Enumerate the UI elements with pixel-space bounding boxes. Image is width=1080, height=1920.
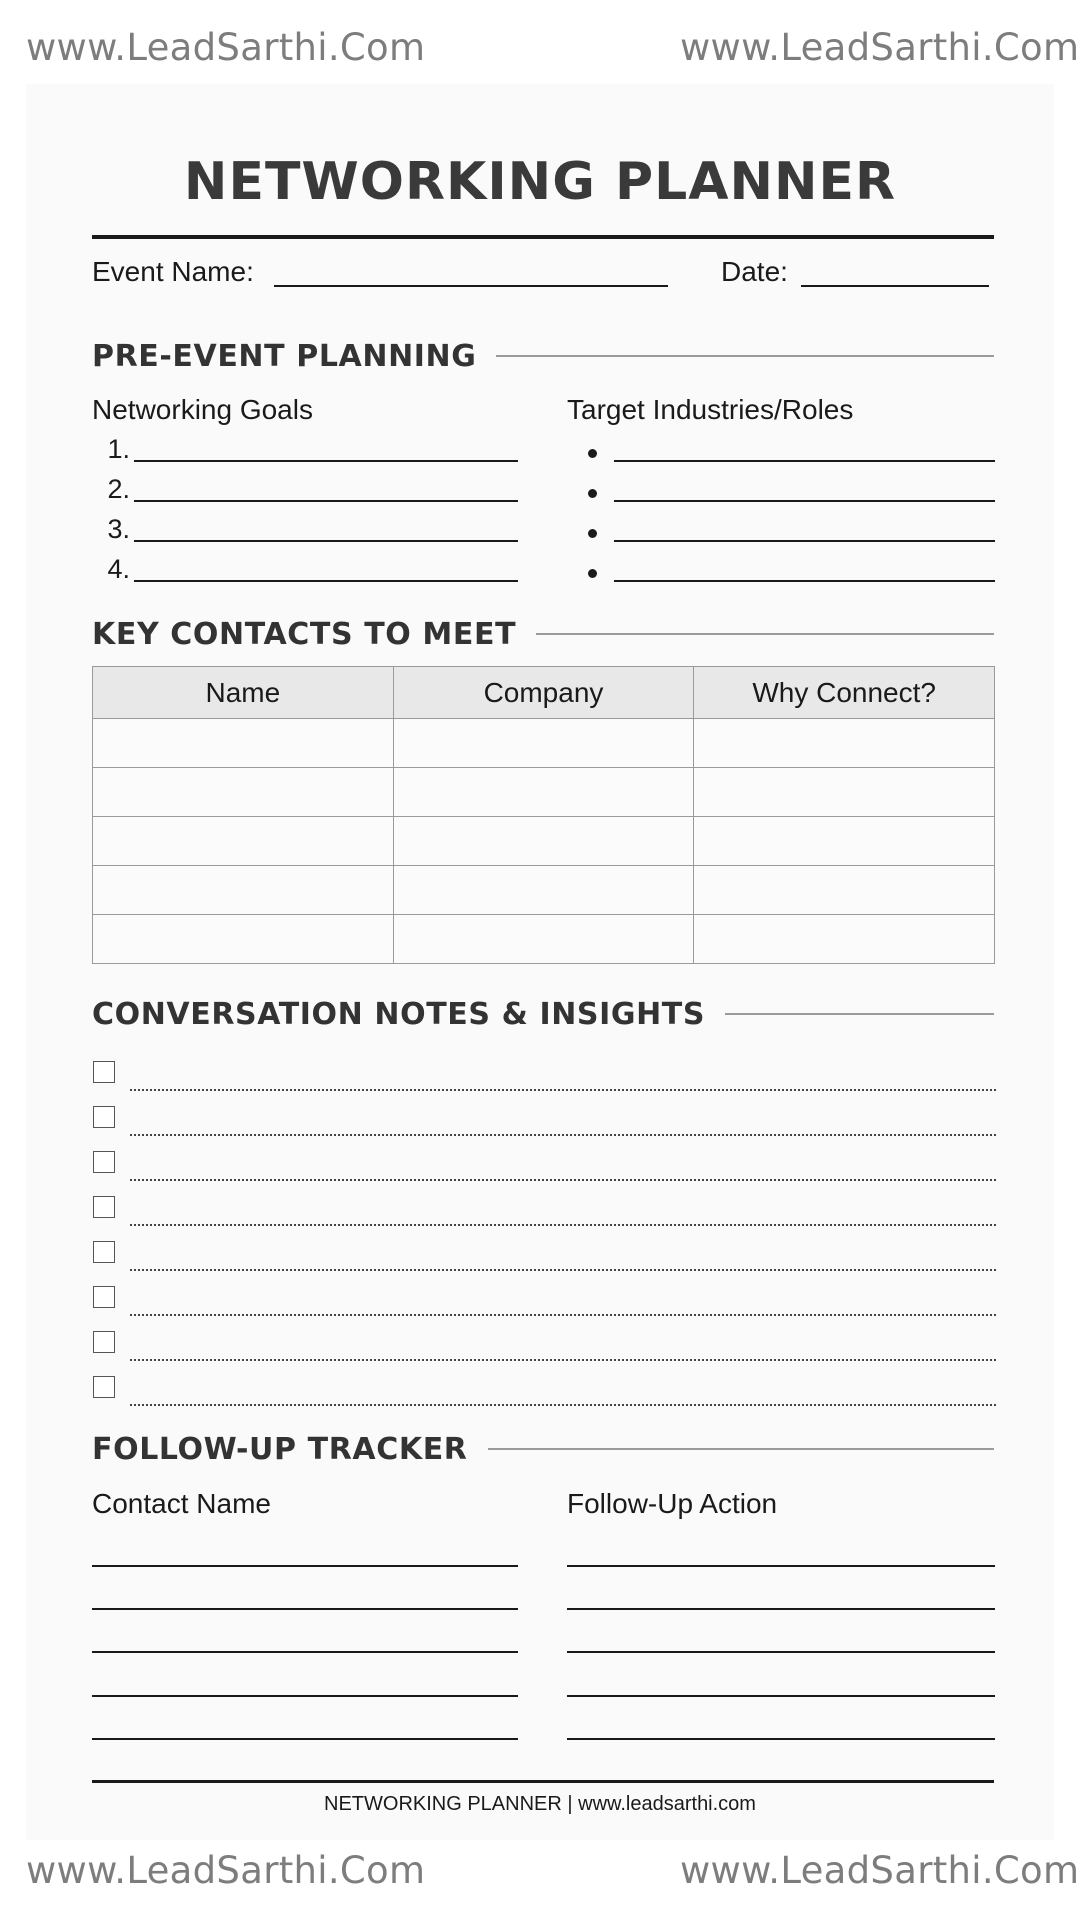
table-row	[93, 866, 995, 915]
note-checkbox[interactable]	[93, 1331, 115, 1353]
contacts-table	[92, 666, 995, 964]
contacts-section-header	[92, 614, 994, 654]
section-rule	[496, 355, 994, 357]
pre-event-section-title: PRE-EVENT PLANNING	[92, 338, 477, 374]
target-line[interactable]	[614, 500, 995, 502]
note-line[interactable]	[130, 1089, 996, 1091]
table-row	[93, 768, 995, 817]
title-divider	[92, 235, 994, 239]
bullet-icon	[588, 529, 597, 538]
follow-up-section-title: FOLLOW-UP TRACKER	[92, 1431, 468, 1467]
goal-line[interactable]	[134, 580, 518, 582]
target-line[interactable]	[614, 460, 995, 462]
why-connect-cell[interactable]	[694, 817, 995, 866]
goal-line[interactable]	[134, 540, 518, 542]
watermark-top-right: www.LeadSarthi.Com	[680, 26, 1080, 69]
bullet-icon	[588, 449, 597, 458]
section-rule	[725, 1013, 994, 1015]
note-checkbox[interactable]	[93, 1286, 115, 1308]
note-line[interactable]	[130, 1134, 996, 1136]
note-checkbox[interactable]	[93, 1106, 115, 1128]
event-name-label: Event Name:	[92, 256, 254, 287]
table-row	[93, 817, 995, 866]
bullet-icon	[588, 569, 597, 578]
contact-name-line[interactable]	[92, 1608, 518, 1610]
section-rule	[488, 1448, 995, 1450]
target-line[interactable]	[614, 540, 995, 542]
company-cell[interactable]	[393, 719, 694, 768]
note-line[interactable]	[130, 1359, 996, 1361]
why-connect-cell[interactable]	[694, 719, 995, 768]
name-cell[interactable]	[93, 768, 394, 817]
networking-goals-label: Networking Goals	[92, 394, 313, 425]
goal-line[interactable]	[134, 460, 518, 462]
note-line[interactable]	[130, 1224, 996, 1226]
note-checkbox[interactable]	[93, 1061, 115, 1083]
company-cell[interactable]	[393, 915, 694, 964]
pre-event-section-header	[92, 336, 994, 376]
follow-up-action-line[interactable]	[567, 1565, 995, 1567]
contact-name-label: Contact Name	[92, 1488, 271, 1519]
why-connect-cell[interactable]	[694, 866, 995, 915]
date-label: Date:	[721, 256, 788, 287]
note-checkbox[interactable]	[93, 1196, 115, 1218]
note-line[interactable]	[130, 1179, 996, 1181]
page-footer: NETWORKING PLANNER | www.leadsarthi.com	[324, 1793, 756, 1815]
contact-name-line[interactable]	[92, 1695, 518, 1697]
watermark-top-left: www.LeadSarthi.Com	[26, 26, 426, 69]
goal-number: 2.	[107, 474, 130, 504]
follow-up-action-line[interactable]	[567, 1738, 995, 1740]
target-industries-label: Target Industries/Roles	[567, 394, 854, 425]
contact-name-line[interactable]	[92, 1738, 518, 1740]
goal-line[interactable]	[134, 500, 518, 502]
why-connect-cell[interactable]	[694, 915, 995, 964]
name-cell[interactable]	[93, 817, 394, 866]
date-field[interactable]	[801, 285, 989, 287]
footer-divider	[92, 1780, 994, 1783]
notes-section-title: CONVERSATION NOTES & INSIGHTS	[92, 996, 706, 1032]
follow-up-action-line[interactable]	[567, 1608, 995, 1610]
note-checkbox[interactable]	[93, 1151, 115, 1173]
name-cell[interactable]	[93, 719, 394, 768]
note-line[interactable]	[130, 1269, 996, 1271]
page-title: NETWORKING PLANNER	[183, 152, 897, 212]
table-row	[93, 719, 995, 768]
column-header-company: Company	[393, 667, 694, 719]
goal-number: 1.	[107, 434, 130, 464]
why-connect-cell[interactable]	[694, 768, 995, 817]
watermark-bottom-left: www.LeadSarthi.Com	[26, 1849, 426, 1892]
goal-number: 4.	[107, 554, 130, 584]
note-checkbox[interactable]	[93, 1241, 115, 1263]
contact-name-line[interactable]	[92, 1565, 518, 1567]
note-checkbox[interactable]	[93, 1376, 115, 1398]
follow-up-action-line[interactable]	[567, 1695, 995, 1697]
name-cell[interactable]	[93, 866, 394, 915]
note-line[interactable]	[130, 1404, 996, 1406]
bullet-icon	[588, 489, 597, 498]
contact-name-line[interactable]	[92, 1651, 518, 1653]
company-cell[interactable]	[393, 768, 694, 817]
target-line[interactable]	[614, 580, 995, 582]
follow-up-section-header	[92, 1429, 994, 1469]
event-name-field[interactable]	[274, 285, 668, 287]
follow-up-action-label: Follow-Up Action	[567, 1488, 778, 1519]
goal-number: 3.	[107, 514, 130, 544]
note-line[interactable]	[130, 1314, 996, 1316]
company-cell[interactable]	[393, 817, 694, 866]
column-header-name: Name	[93, 667, 394, 719]
contacts-section-title: KEY CONTACTS TO MEET	[92, 616, 517, 652]
notes-section-header	[92, 994, 994, 1034]
company-cell[interactable]	[393, 866, 694, 915]
name-cell[interactable]	[93, 915, 394, 964]
table-header-row	[93, 667, 995, 719]
column-header-why-connect: Why Connect?	[694, 667, 995, 719]
section-rule	[536, 633, 994, 635]
table-row	[93, 915, 995, 964]
watermark-bottom-right: www.LeadSarthi.Com	[680, 1849, 1080, 1892]
follow-up-action-line[interactable]	[567, 1651, 995, 1653]
